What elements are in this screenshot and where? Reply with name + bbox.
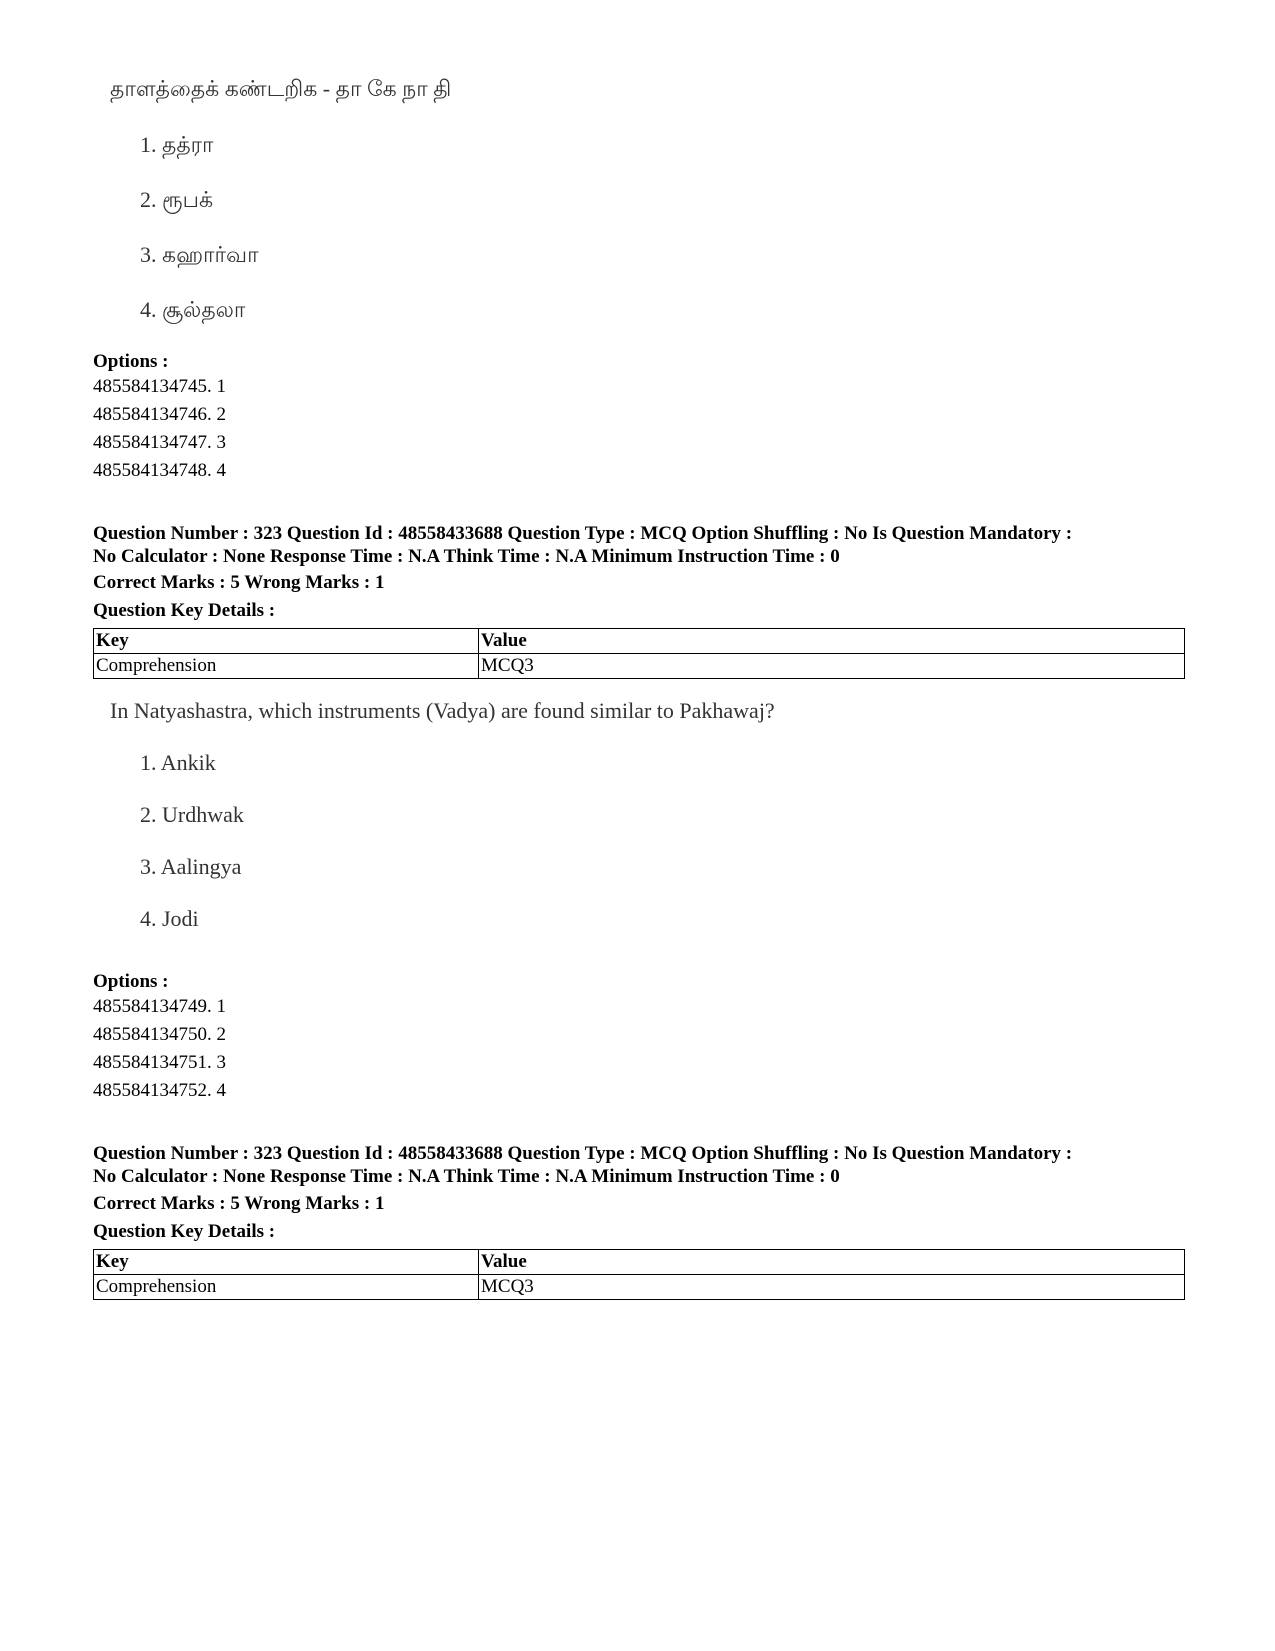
question-meta (93, 1142, 1173, 1188)
table-row (94, 1275, 1185, 1300)
question-meta-line1: Question Number : 323 Question Id : 48558433688 Question Type : MCQ Option Shuffling : No Is Question Mandatory : (93, 1143, 1073, 1164)
question-item-4: 4. Jodi (140, 906, 199, 931)
option-item: 485584134747. 3 (93, 432, 226, 453)
table-header-row (94, 1250, 1185, 1275)
question-text: தாளத்தைக் கண்டறிக - தா கே நா தி (110, 76, 452, 101)
options-list (93, 993, 226, 1105)
marks-line: Correct Marks : 5 Wrong Marks : 1 (93, 572, 385, 593)
option-item: 485584134746. 2 (93, 404, 226, 425)
option-item: 485584134750. 2 (93, 1024, 226, 1045)
question-item-2: 2. ரூபக் (140, 187, 214, 212)
question-meta-line1: Question Number : 323 Question Id : 48558433688 Question Type : MCQ Option Shuffling : No Is Question Mandatory : (93, 523, 1073, 544)
question-item-1: 1. தத்ரா (140, 132, 214, 157)
table-cell-key: Comprehension (94, 654, 479, 679)
question-item-3: 3. Aalingya (140, 854, 242, 879)
key-details-table (93, 1249, 1185, 1300)
options-label: Options : (93, 351, 169, 372)
key-details-table (93, 628, 1185, 679)
option-item: 485584134751. 3 (93, 1052, 226, 1073)
question-item-2: 2. Urdhwak (140, 802, 244, 827)
table-cell-value: MCQ3 (479, 654, 1185, 679)
question-text: In Natyashastra, which instruments (Vadya) are found similar to Pakhawaj? (110, 698, 775, 723)
table-row (94, 654, 1185, 679)
question-meta-line2: No Calculator : None Response Time : N.A Think Time : N.A Minimum Instruction Time : 0 (93, 546, 840, 567)
table-header-value: Value (479, 1250, 1185, 1275)
question-item-3: 3. கஹார்வா (140, 242, 259, 267)
option-item: 485584134745. 1 (93, 376, 226, 397)
table-cell-value: MCQ3 (479, 1275, 1185, 1300)
options-list (93, 373, 226, 485)
option-item: 485584134748. 4 (93, 460, 226, 481)
question-meta (93, 522, 1173, 568)
key-details-label: Question Key Details : (93, 1221, 276, 1242)
marks-line: Correct Marks : 5 Wrong Marks : 1 (93, 1193, 385, 1214)
option-item: 485584134749. 1 (93, 996, 226, 1017)
table-header-key: Key (94, 1250, 479, 1275)
table-cell-key: Comprehension (94, 1275, 479, 1300)
options-label: Options : (93, 971, 169, 992)
table-header-key: Key (94, 629, 479, 654)
table-header-row (94, 629, 1185, 654)
option-item: 485584134752. 4 (93, 1080, 226, 1101)
table-header-value: Value (479, 629, 1185, 654)
question-meta-line2: No Calculator : None Response Time : N.A Think Time : N.A Minimum Instruction Time : 0 (93, 1166, 840, 1187)
question-item-1: 1. Ankik (140, 750, 216, 775)
key-details-label: Question Key Details : (93, 600, 276, 621)
question-item-4: 4. சூல்தலா (140, 297, 246, 322)
